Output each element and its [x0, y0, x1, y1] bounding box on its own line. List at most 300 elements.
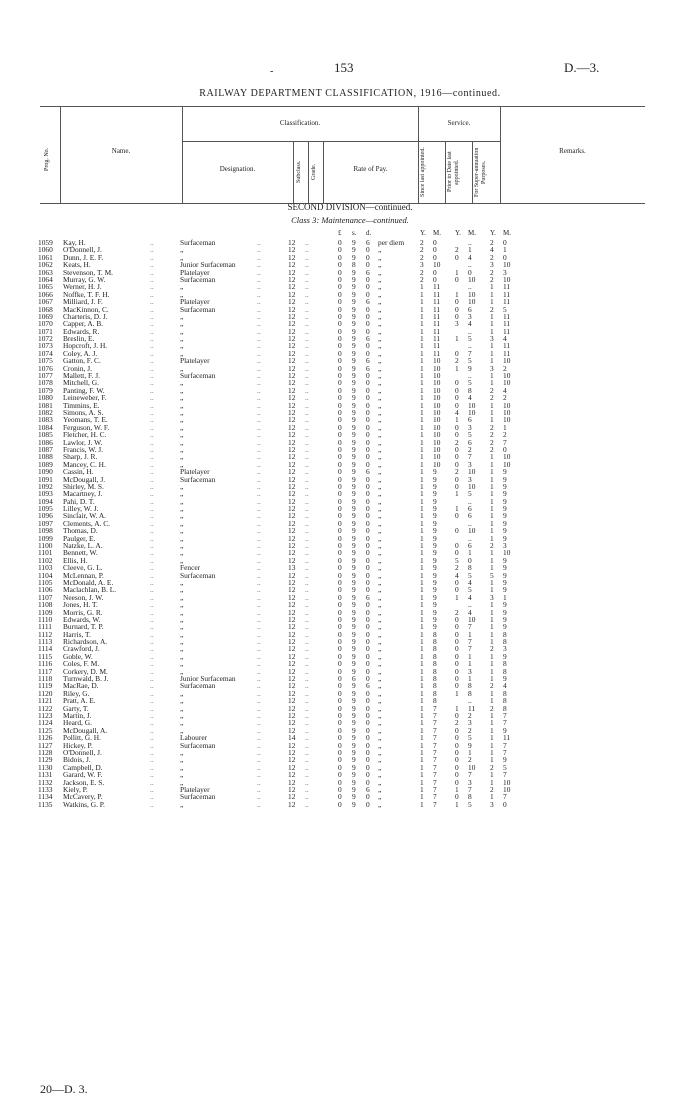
- name-cell: Hopcroft, J. H.: [63, 341, 108, 351]
- pay-period-cell: „: [378, 489, 382, 499]
- grade-cell: 12: [288, 422, 296, 432]
- super-months-cell: 10: [503, 407, 511, 417]
- pay-pounds-cell: 0: [338, 659, 342, 669]
- grade-cell: 12: [288, 459, 296, 469]
- prior-months-cell: 2: [468, 711, 472, 720]
- super-years-cell: 1: [490, 718, 494, 728]
- designation-cell: „: [180, 452, 184, 462]
- since-years-cell: 1: [420, 407, 424, 417]
- designation-cell: „: [180, 555, 184, 565]
- super-months-cell: 0: [503, 238, 507, 247]
- leader-dots: ..: [257, 600, 261, 610]
- leader-dots: ..: [150, 792, 154, 802]
- since-years-cell: 1: [420, 378, 424, 388]
- pay-shillings-cell: 9: [352, 481, 356, 491]
- leader-dots: ..: [150, 711, 154, 720]
- pay-pounds-cell: 0: [338, 792, 342, 802]
- leader-dots: ..: [305, 467, 309, 477]
- pay-pounds-cell: 0: [338, 777, 342, 787]
- pay-pounds-cell: 0: [338, 437, 342, 447]
- designation-cell: „: [180, 747, 184, 757]
- leader-dots: ..: [150, 252, 154, 262]
- pay-period-cell: „: [378, 297, 382, 307]
- designation-cell: „: [180, 400, 184, 410]
- designation-cell: Platelayer: [180, 784, 210, 794]
- name-cell: O'Donnell, J.: [63, 245, 102, 255]
- designation-cell: „: [180, 548, 184, 558]
- leader-dots: ..: [305, 681, 309, 691]
- prior-months-cell: 8: [468, 563, 472, 573]
- name-cell: Mitchell, G.: [63, 378, 99, 388]
- since-months-cell: 7: [433, 792, 437, 802]
- since-years-cell: 1: [420, 696, 424, 706]
- name-cell: Pratt, A. E.: [63, 696, 96, 706]
- pay-period-cell: „: [378, 378, 382, 388]
- super-years-cell: 1: [490, 481, 494, 491]
- pay-period-cell: „: [378, 430, 382, 440]
- name-cell: Edwards, W.: [63, 614, 101, 624]
- pay-pence-cell: 0: [366, 747, 370, 757]
- name-cell: McLennan, P.: [63, 570, 104, 580]
- since-years-cell: 1: [420, 452, 424, 462]
- pay-pounds-cell: 0: [338, 526, 342, 536]
- since-years-cell: 1: [420, 326, 424, 336]
- leader-dots: ..: [305, 696, 309, 706]
- prog-no-cell: 1101: [38, 548, 53, 558]
- since-months-cell: 9: [433, 496, 437, 506]
- pay-shillings-cell: 9: [352, 651, 356, 661]
- since-years-cell: 1: [420, 592, 424, 602]
- pay-shillings-cell: 9: [352, 348, 356, 358]
- since-months-cell: 11: [433, 334, 441, 344]
- pay-pounds-cell: 0: [338, 504, 342, 514]
- since-months-cell: 7: [433, 733, 437, 743]
- header-name: Name.: [111, 147, 131, 155]
- leader-dots: ..: [305, 703, 309, 713]
- leader-dots: ..: [257, 489, 261, 499]
- since-years-cell: 3: [420, 260, 424, 270]
- prior-months-cell: 10: [468, 481, 476, 491]
- leader-dots: ..: [150, 541, 154, 551]
- grade-cell: 12: [288, 504, 296, 514]
- leader-dots: ..: [150, 504, 154, 514]
- leader-dots: ..: [305, 422, 309, 432]
- designation-cell: „: [180, 592, 184, 602]
- leader-dots: ..: [150, 703, 154, 713]
- name-cell: Morris, G. R.: [63, 607, 103, 617]
- grade-cell: 12: [288, 799, 296, 809]
- leader-dots: ..: [257, 504, 261, 514]
- since-years-cell: 1: [420, 637, 424, 647]
- super-years-cell: 1: [490, 659, 494, 669]
- designation-cell: „: [180, 341, 184, 351]
- table-row: [0, 535, 700, 542]
- leader-dots: ..: [305, 459, 309, 469]
- name-cell: Bidois, J.: [63, 755, 91, 765]
- super-months-cell: 9: [503, 563, 507, 573]
- designation-cell: „: [180, 799, 184, 809]
- grade-cell: 12: [288, 311, 296, 321]
- since-months-cell: 7: [433, 784, 437, 794]
- since-years-cell: 1: [420, 718, 424, 728]
- prog-no-cell: 1122: [38, 703, 53, 713]
- header-service: Service.: [447, 119, 471, 127]
- pay-pounds-cell: 0: [338, 459, 342, 469]
- prior-years-cell: 4: [455, 570, 459, 580]
- super-months-cell: 9: [503, 467, 507, 477]
- leader-dots: ..: [150, 600, 154, 610]
- super-years-cell: 1: [490, 348, 494, 358]
- super-years-cell: 1: [490, 740, 494, 750]
- since-months-cell: 0: [433, 274, 437, 284]
- pay-pounds-cell: 0: [338, 688, 342, 698]
- super-years-cell: 1: [490, 563, 494, 573]
- grade-cell: 12: [288, 489, 296, 499]
- prog-no-cell: 1113: [38, 637, 53, 647]
- header-grade: Grade.: [311, 163, 317, 181]
- prog-no-cell: 1077: [38, 371, 53, 381]
- leader-dots: ..: [257, 496, 261, 506]
- table-row: [0, 564, 700, 571]
- pay-pence-cell: 0: [366, 637, 370, 647]
- leader-dots: ..: [257, 784, 261, 794]
- super-years-cell: 1: [490, 755, 494, 765]
- leader-dots: ..: [305, 304, 309, 314]
- prior-years-cell: 0: [455, 422, 459, 432]
- pay-pence-cell: 0: [366, 526, 370, 536]
- designation-cell: „: [180, 622, 184, 632]
- leader-dots: ..: [150, 245, 154, 255]
- grade-cell: 12: [288, 319, 296, 329]
- super-months-cell: 10: [503, 378, 511, 388]
- since-months-cell: 8: [433, 651, 437, 661]
- prior-years-cell: 0: [455, 747, 459, 757]
- prior-months-cell: 2: [468, 725, 472, 735]
- super-years-cell: 1: [490, 415, 494, 425]
- designation-cell: „: [180, 777, 184, 787]
- leader-dots: ..: [305, 245, 309, 255]
- prog-no-cell: 1098: [38, 526, 53, 536]
- name-cell: Gatton, F. C.: [63, 356, 101, 366]
- pay-pence-cell: 0: [366, 651, 370, 661]
- designation-cell: „: [180, 430, 184, 440]
- pay-period-cell: „: [378, 407, 382, 417]
- leader-dots: ..: [257, 326, 261, 336]
- grade-cell: 12: [288, 378, 296, 388]
- pay-pence-cell: 0: [366, 555, 370, 565]
- since-years-cell: 1: [420, 607, 424, 617]
- pay-pounds-cell: 0: [338, 467, 342, 477]
- super-months-cell: 9: [503, 526, 507, 536]
- leader-dots: ..: [257, 792, 261, 802]
- prior-months-cell: 7: [468, 348, 472, 358]
- prog-no-cell: 1097: [38, 518, 53, 528]
- pay-period-cell: „: [378, 629, 382, 639]
- pay-shillings-cell: 9: [352, 400, 356, 410]
- table-row: [0, 764, 700, 771]
- super-years-cell: 1: [490, 356, 494, 366]
- pay-shillings-cell: 9: [352, 326, 356, 336]
- super-months-cell: 4: [503, 334, 507, 344]
- pay-pence-cell: 0: [366, 511, 370, 521]
- designation-cell: „: [180, 725, 184, 735]
- super-months-cell: 10: [503, 260, 511, 270]
- pay-period-cell: „: [378, 334, 382, 344]
- super-years-cell: 1: [490, 637, 494, 647]
- grade-cell: 12: [288, 777, 296, 787]
- pay-pounds-cell: 0: [338, 762, 342, 772]
- prog-no-cell: 1076: [38, 363, 53, 373]
- leader-dots: ..: [150, 452, 154, 462]
- pay-pence-cell: 0: [366, 703, 370, 713]
- pay-pence-cell: 6: [366, 592, 370, 602]
- pay-period-cell: „: [378, 792, 382, 802]
- unit-years-prior: Y.: [455, 229, 461, 237]
- leader-dots: ..: [257, 688, 261, 698]
- prior-months-cell: 4: [468, 577, 472, 587]
- prior-years-cell: 0: [455, 481, 459, 491]
- since-months-cell: 9: [433, 577, 437, 587]
- prior-months-cell: 5: [468, 356, 472, 366]
- pay-pence-cell: 0: [366, 415, 370, 425]
- prog-no-cell: 1090: [38, 467, 53, 477]
- prior-months-cell: 10: [468, 762, 476, 772]
- leader-dots: ..: [257, 371, 261, 381]
- super-years-cell: 1: [490, 674, 494, 684]
- since-months-cell: 9: [433, 614, 437, 624]
- leader-dots: ..: [257, 747, 261, 757]
- leader-dots: ..: [150, 393, 154, 403]
- table-row: [0, 601, 700, 608]
- pay-shillings-cell: 9: [352, 607, 356, 617]
- header-prior-to: Prior to Date last appointed.: [447, 151, 460, 193]
- leader-dots: ..: [150, 563, 154, 573]
- pay-pounds-cell: 0: [338, 511, 342, 521]
- prior-years-cell: 5: [455, 555, 459, 565]
- super-months-cell: 4: [503, 385, 507, 395]
- leader-dots: ..: [257, 770, 261, 780]
- table-row: [0, 705, 700, 712]
- since-months-cell: 8: [433, 681, 437, 691]
- pay-period-cell: „: [378, 452, 382, 462]
- prog-no-cell: 1075: [38, 356, 53, 366]
- since-years-cell: 1: [420, 703, 424, 713]
- super-months-cell: 7: [503, 770, 507, 780]
- prior-years-cell: 0: [455, 452, 459, 462]
- super-months-cell: 1: [503, 245, 507, 255]
- prog-no-cell: 1135: [38, 799, 53, 809]
- pay-period-cell: „: [378, 415, 382, 425]
- leader-dots: ..: [305, 674, 309, 684]
- prior-years-cell: 2: [455, 356, 459, 366]
- since-months-cell: 7: [433, 747, 437, 757]
- leader-dots: ..: [150, 666, 154, 676]
- super-years-cell: 2: [490, 393, 494, 403]
- leader-dots: ..: [150, 570, 154, 580]
- pay-pounds-cell: 0: [338, 489, 342, 499]
- leader-dots: ..: [305, 718, 309, 728]
- leader-dots: ..: [305, 511, 309, 521]
- leader-dots: ..: [257, 319, 261, 329]
- table-row: [0, 394, 700, 401]
- pay-shillings-cell: 9: [352, 274, 356, 284]
- pay-pounds-cell: 0: [338, 385, 342, 395]
- super-years-cell: 1: [490, 548, 494, 558]
- table-row: [0, 756, 700, 763]
- grade-cell: 12: [288, 755, 296, 765]
- name-cell: Stevenson, T. M.: [63, 267, 114, 277]
- leader-dots: ..: [150, 747, 154, 757]
- since-months-cell: 11: [433, 319, 441, 329]
- pay-shillings-cell: 9: [352, 518, 356, 528]
- pay-shillings-cell: 9: [352, 444, 356, 454]
- name-cell: Bennett, W.: [63, 548, 98, 558]
- grade-cell: 12: [288, 289, 296, 299]
- super-years-cell: 1: [490, 289, 494, 299]
- leader-dots: ..: [150, 674, 154, 684]
- leader-dots: ..: [305, 792, 309, 802]
- super-years-cell: 1: [490, 577, 494, 587]
- pay-pence-cell: 0: [366, 289, 370, 299]
- designation-cell: „: [180, 607, 184, 617]
- super-months-cell: 9: [503, 481, 507, 491]
- prior-months-cell: 7: [468, 637, 472, 647]
- since-months-cell: 11: [433, 297, 441, 307]
- super-months-cell: 1: [503, 592, 507, 602]
- leader-dots: ..: [305, 452, 309, 462]
- designation-cell: „: [180, 600, 184, 610]
- header-rate: Rate of Pay.: [353, 165, 388, 173]
- pay-pence-cell: 0: [366, 518, 370, 528]
- designation-cell: „: [180, 659, 184, 669]
- leader-dots: ..: [305, 666, 309, 676]
- since-months-cell: 9: [433, 489, 437, 499]
- table-row: [0, 476, 700, 483]
- pay-pounds-cell: 0: [338, 393, 342, 403]
- pay-shillings-cell: 9: [352, 733, 356, 743]
- table-row: [0, 350, 700, 357]
- pay-pence-cell: 0: [366, 393, 370, 403]
- super-years-cell: 3: [490, 334, 494, 344]
- leader-dots: ..: [257, 385, 261, 395]
- table-row: [0, 779, 700, 786]
- pay-pence-cell: 0: [366, 622, 370, 632]
- pay-pounds-cell: 0: [338, 607, 342, 617]
- pay-shillings-cell: 9: [352, 430, 356, 440]
- pay-pounds-cell: 0: [338, 334, 342, 344]
- leader-dots: ..: [305, 770, 309, 780]
- table-row: [0, 372, 700, 379]
- pay-period-cell: „: [378, 718, 382, 728]
- table-row: [0, 498, 700, 505]
- super-months-cell: 9: [503, 674, 507, 684]
- prog-no-cell: 1115: [38, 651, 53, 661]
- leader-dots: ..: [305, 592, 309, 602]
- super-years-cell: 1: [490, 666, 494, 676]
- table-row: [0, 734, 700, 741]
- pay-period-cell: „: [378, 592, 382, 602]
- designation-cell: „: [180, 541, 184, 551]
- prog-no-cell: 1088: [38, 452, 53, 462]
- pay-shillings-cell: 9: [352, 577, 356, 587]
- grade-cell: 12: [288, 629, 296, 639]
- pay-shillings-cell: 9: [352, 637, 356, 647]
- table-row: [0, 291, 700, 298]
- name-cell: Milliard, J. F.: [63, 297, 103, 307]
- super-months-cell: 7: [503, 740, 507, 750]
- since-years-cell: 1: [420, 681, 424, 691]
- pay-pounds-cell: 0: [338, 481, 342, 491]
- designation-cell: „: [180, 407, 184, 417]
- since-years-cell: 1: [420, 474, 424, 484]
- super-years-cell: 1: [490, 777, 494, 787]
- since-months-cell: 10: [433, 378, 441, 388]
- pay-shillings-cell: 9: [352, 341, 356, 351]
- prior-months-cell: 9: [468, 363, 472, 373]
- leader-dots: ..: [305, 371, 309, 381]
- prog-no-cell: 1067: [38, 297, 53, 307]
- designation-cell: „: [180, 511, 184, 521]
- prior-months-cell: 6: [468, 437, 472, 447]
- pay-period-cell: „: [378, 577, 382, 587]
- prior-years-cell: 1: [455, 799, 459, 809]
- pay-period-cell: „: [378, 688, 382, 698]
- leader-dots: ..: [150, 289, 154, 299]
- leader-dots: ..: [305, 326, 309, 336]
- pay-shillings-cell: 9: [352, 393, 356, 403]
- pay-shillings-cell: 9: [352, 548, 356, 558]
- grade-cell: 12: [288, 415, 296, 425]
- designation-cell: „: [180, 489, 184, 499]
- since-years-cell: 2: [420, 238, 424, 247]
- leader-dots: ..: [305, 555, 309, 565]
- super-years-cell: 2: [490, 541, 494, 551]
- leader-dots: ..: [257, 585, 261, 595]
- pay-shillings-cell: 9: [352, 319, 356, 329]
- pay-pence-cell: 0: [366, 385, 370, 395]
- pay-shillings-cell: 9: [352, 622, 356, 632]
- leader-dots: ..: [150, 637, 154, 647]
- name-cell: Crawford, J.: [63, 644, 100, 654]
- table-row: [0, 490, 700, 497]
- prior-months-cell: 5: [468, 334, 472, 344]
- super-months-cell: 11: [503, 311, 511, 321]
- prog-no-cell: 1133: [38, 784, 53, 794]
- leader-dots: ..: [150, 555, 154, 565]
- super-years-cell: 5: [490, 570, 494, 580]
- since-months-cell: 0: [433, 238, 437, 247]
- since-months-cell: 10: [433, 407, 441, 417]
- grade-cell: 12: [288, 770, 296, 780]
- leader-dots: ..: [150, 326, 154, 336]
- super-months-cell: 8: [503, 688, 507, 698]
- prior-months-cell: 5: [468, 430, 472, 440]
- super-years-cell: 1: [490, 533, 494, 543]
- prior-months-cell: ..: [468, 518, 472, 528]
- prior-months-cell: 7: [468, 622, 472, 632]
- designation-cell: „: [180, 311, 184, 321]
- since-months-cell: 11: [433, 341, 441, 351]
- name-cell: Panting, F. W.: [63, 385, 105, 395]
- super-months-cell: 9: [503, 614, 507, 624]
- leader-dots: ..: [150, 481, 154, 491]
- leader-dots: ..: [257, 725, 261, 735]
- pay-pence-cell: 0: [366, 533, 370, 543]
- since-years-cell: 1: [420, 385, 424, 395]
- pay-pounds-cell: 0: [338, 703, 342, 713]
- pay-pence-cell: 0: [366, 444, 370, 454]
- prior-years-cell: 0: [455, 585, 459, 595]
